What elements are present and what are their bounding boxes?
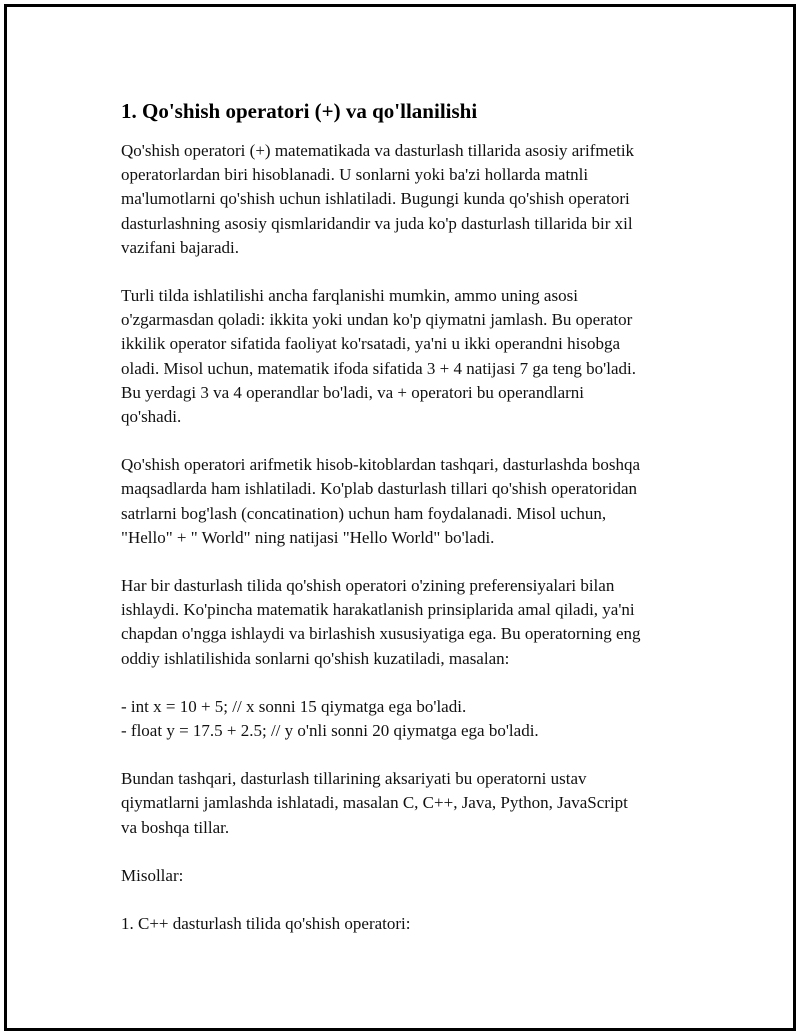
text-line: Qo'shish operatori arifmetik hisob-kitoblardan tashqari, dasturlashda boshqa — [121, 455, 641, 475]
text-line: va boshqa tillar. — [121, 817, 230, 837]
text-line: operatorlardan biri hisoblanadi. U sonlarni yoki ba'zi hollarda matnli — [121, 165, 589, 185]
text-line: Qo'shish operatori (+) matematikada va dasturlash tillarida asosiy arifmetik — [121, 141, 635, 160]
text-line: Turli tilda ishlatilishi ancha farqlanishi mumkin, ammo uning asosi — [121, 286, 578, 306]
text-line: qo'shadi. — [121, 407, 182, 427]
text-line: ishlaydi. Ko'pincha matematik harakatlanish prinsiplarida amal qiladi, ya'ni — [121, 600, 635, 620]
paragraph-intro — [121, 139, 701, 260]
code-example-line: - float y = 17.5 + 2.5; // y o'nli sonni 20 qiymatga ega bo'ladi. — [121, 721, 539, 741]
paragraph-concatenation — [121, 453, 701, 550]
code-example-list — [121, 695, 701, 743]
paragraph-usage — [121, 284, 701, 429]
text-line: chapdan o'ngga ishlaydi va birlashish xususiyatiga ega. Bu operatorning eng — [121, 624, 641, 644]
page-frame — [4, 4, 796, 1031]
text-line: Bundan tashqari, dasturlash tillarining aksariyati bu operatorni ustav — [121, 769, 587, 789]
text-line: Bu yerdagi 3 va 4 operandlar bo'ladi, va + operatori bu operandlarni — [121, 382, 584, 402]
text-line: oddiy ishlatilishida sonlarni qo'shish kuzatiladi, masalan: — [121, 648, 510, 668]
paragraph-preferences — [121, 574, 701, 671]
text-line: ikkilik operator sifatida faoliyat ko'rsatadi, ya'ni u ikki operandni hisobga — [121, 334, 621, 354]
text-line: oladi. Misol uchun, matematik ifoda sifatida 3 + 4 natijasi 7 ga teng bo'ladi. — [121, 358, 636, 378]
text-line: o'zgarmasdan qoladi: ikkita yoki undan ko'p qiymatni jamlash. Bu operator — [121, 310, 633, 330]
text-line: maqsadlarda ham ishlatiladi. Ko'plab dasturlash tillari qo'shish operatoridan — [121, 479, 638, 499]
text-line: Har bir dasturlash tilida qo'shish operatori o'zining preferensiyalari bilan — [121, 576, 615, 596]
examples-label: Misollar: — [121, 865, 184, 885]
section-heading: 1. Qo'shish operatori (+) va qo'llanilishi — [121, 99, 478, 123]
text-line: satrlarni bog'lash (concatination) uchun ham foydalanadi. Misol uchun, — [121, 503, 607, 523]
text-line: "Hello" + " World" ning natijasi "Hello World" bo'ladi. — [121, 527, 495, 547]
paragraph-languages — [121, 767, 701, 840]
document-body — [121, 97, 701, 936]
code-example-line: - int x = 10 + 5; // x sonni 15 qiymatga ega bo'ladi. — [121, 696, 467, 716]
example-item-heading: 1. C++ dasturlash tilida qo'shish operatori: — [121, 914, 411, 934]
text-line: qiymatlarni jamlashda ishlatadi, masalan C, C++, Java, Python, JavaScript — [121, 793, 628, 813]
text-line: vazifani bajaradi. — [121, 237, 239, 257]
text-line: ma'lumotlarni qo'shish uchun ishlatiladi. Bugungi kunda qo'shish operatori — [121, 189, 630, 209]
text-line: dasturlashning asosiy qismlaridandir va juda ko'p dasturlash tillarida bir xil — [121, 213, 633, 233]
